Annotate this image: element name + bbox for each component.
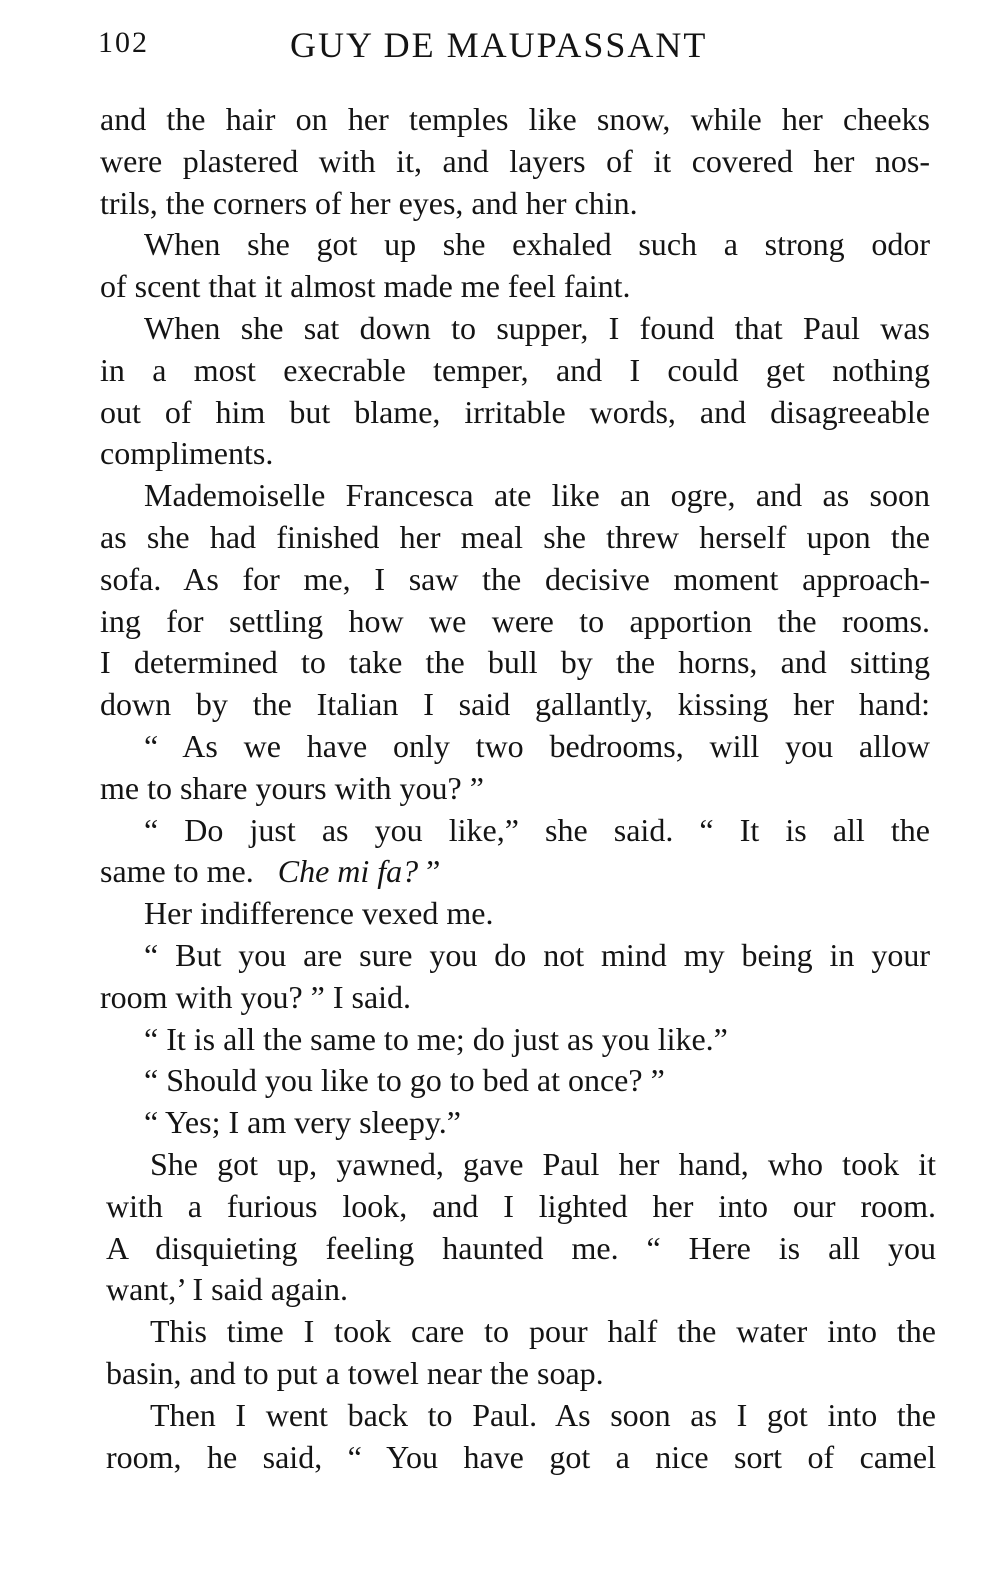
text-line: of scent that it almost made me feel faint. [100,268,631,305]
text-line: ing for settling how we were to apportion the rooms. [100,602,930,639]
text-line: compliments. [100,435,274,472]
text-line: and the hair on her temples like snow, while her cheeks [100,101,930,137]
text-line: trils, the corners of her eyes, and her chin. [100,184,638,221]
text-line: “ Do just as you like,” she said. “ It is all the [144,811,930,848]
text-line: Her indifference vexed me. [144,895,494,932]
text-line: When she sat down to supper, I found that Paul was [144,309,930,346]
text-line: “ Yes; I am very sleepy.” [144,1104,461,1141]
text-line: When she got up she exhaled such a strong odor [144,226,930,263]
text-line: “ Should you like to go to bed at once? ” [144,1062,665,1099]
text-line: basin, and to put a towel near the soap. [106,1354,604,1391]
text-line: as she had finished her meal she threw herself upon the [100,518,930,555]
text-segment: same to me. [100,853,254,890]
italic-phrase: Che mi fa? [277,853,419,890]
running-head [98,24,930,72]
text-line: room with you? ” I said. [100,978,412,1015]
text-line: She got up, yawned, gave Paul her hand, who took it [150,1145,936,1182]
page-number: 102 [98,26,149,59]
text-line: down by the Italian I said gallantly, kissing her hand: [100,686,930,723]
text-line: with a furious look, and I lighted her into our room. [106,1187,936,1224]
text-line: out of him but blame, irritable words, and disagreeable [100,393,930,430]
text-line: room, he said, “ You have got a nice sort of camel [106,1438,936,1475]
text-line: Mademoiselle Francesca ate like an ogre, and as soon [144,477,930,514]
text-line: want,’ I said again. [106,1271,348,1308]
text-line: me to share yours with you? ” [100,769,484,806]
text-line: I determined to take the bull by the horns, and sitting [100,644,930,681]
closing-quote: ” [426,853,441,890]
text-line: Then I went back to Paul. As soon as I got into the [150,1396,936,1433]
text-line: This time I took care to pour half the water into the [150,1313,936,1350]
body-text [100,99,936,1478]
text-line: A disquieting feeling haunted me. “ Here is all you [106,1229,936,1266]
text-line: “ It is all the same to me; do just as you like.” [144,1020,728,1057]
text-line: “ As we have only two bedrooms, will you allow [144,727,930,764]
text-line: were plastered with it, and layers of it covered her nos- [100,142,930,179]
book-title: GUY DE MAUPASSANT [290,25,708,65]
text-line: sofa. As for me, I saw the decisive moment approach- [100,560,930,597]
text-line [100,851,930,893]
text-line: “ But you are sure you do not mind my being in your [144,936,930,973]
text-line: in a most execrable temper, and I could get nothing [100,351,930,388]
